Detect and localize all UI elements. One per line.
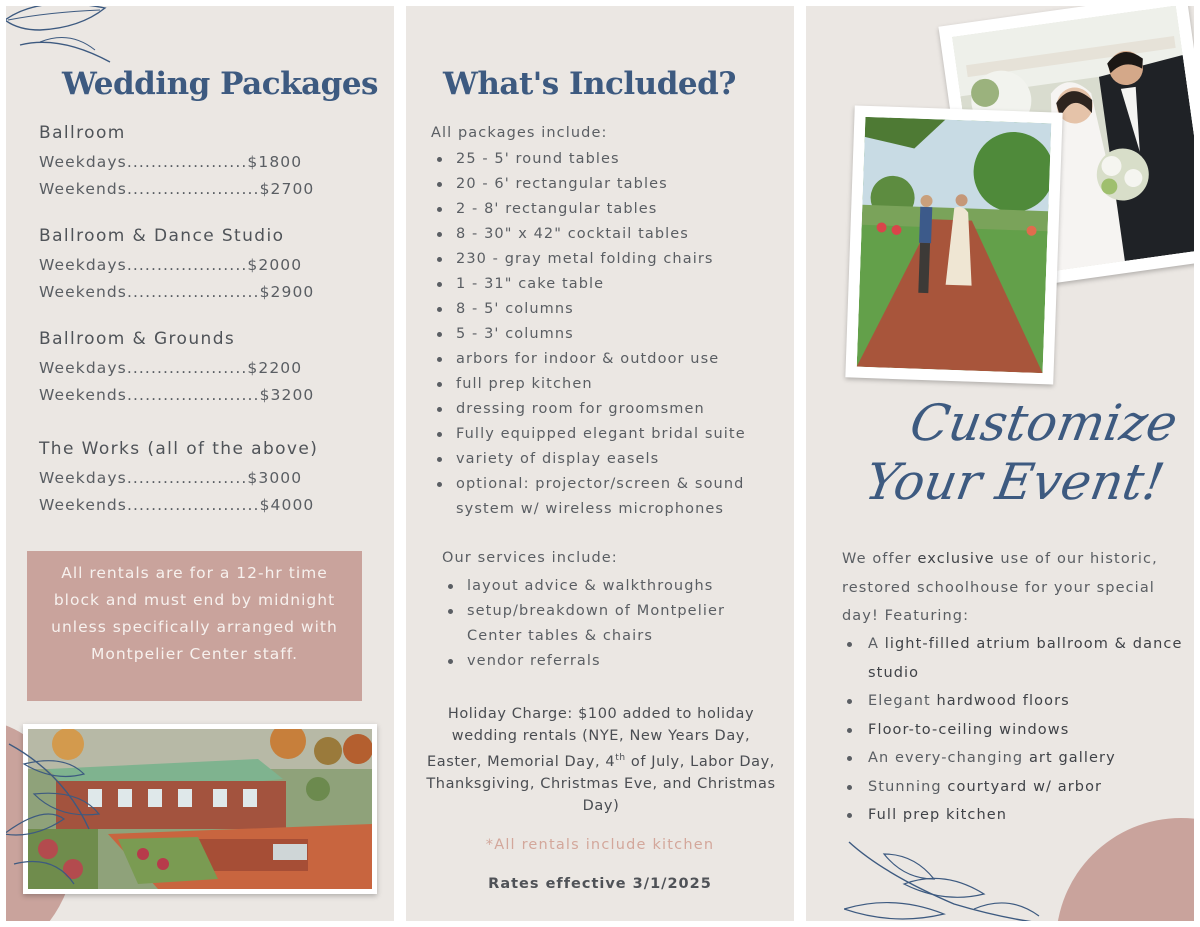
list-item: dressing room for groomsmen — [431, 397, 746, 422]
decorative-blob — [1056, 818, 1194, 921]
rental-time-notice: All rentals are for a 12-hr time block and must end by midnight unless specifically arranged with Montpelier Center staff. — [27, 551, 362, 701]
services-list — [442, 574, 725, 674]
list-item: layout advice & walkthroughs — [442, 574, 725, 599]
rates-effective-note: Rates effective 3/1/2025 — [488, 876, 712, 892]
package-weekends-price: Weekends......................$2700 — [39, 180, 315, 198]
package-weekends-price: Weekends......................$3200 — [39, 386, 315, 404]
list-item: Stunning courtyard w/ arbor — [842, 773, 1187, 802]
package-weekdays-price: Weekdays....................$2200 — [39, 359, 303, 377]
packages-title: Wedding Packages — [62, 66, 379, 102]
panel-packages — [6, 6, 394, 921]
leaf-branch-icon — [6, 6, 125, 70]
list-item: setup/breakdown of Montpelier — [442, 599, 725, 624]
package-weekdays-price: Weekdays....................$1800 — [39, 153, 303, 171]
package-weekdays-price: Weekdays....................$3000 — [39, 469, 303, 487]
panel-customize — [806, 6, 1194, 921]
package-the-works — [39, 437, 379, 519]
your-event-script-title: Your Event! — [860, 453, 1169, 511]
package-weekdays-price: Weekdays....................$2000 — [39, 256, 303, 274]
list-item-continued: system w/ wireless microphones — [456, 501, 725, 517]
list-item: Elegant hardwood floors — [842, 687, 1187, 716]
package-ballroom-dance-studio — [39, 224, 379, 306]
list-item: 1 - 31" cake table — [431, 272, 746, 297]
leaf-branch-icon — [844, 834, 1054, 921]
list-item: 20 - 6' rectangular tables — [431, 172, 746, 197]
list-item-continued: Center tables & chairs — [467, 628, 654, 644]
list-item: A light-filled atrium ballroom & dance studio — [842, 630, 1187, 687]
list-item: 2 - 8' rectangular tables — [431, 197, 746, 222]
list-item: vendor referrals — [442, 649, 725, 674]
package-name: Ballroom — [39, 123, 126, 143]
venue-intro: We offer exclusive use of our historic, restored schoolhouse for your special day! Featuring: — [842, 551, 1158, 624]
customize-script-title: Customize — [905, 394, 1182, 452]
list-item: Floor-to-ceiling windows — [842, 716, 1187, 745]
package-weekends-price: Weekends......................$4000 — [39, 496, 315, 514]
leaf-branch-icon — [6, 734, 124, 904]
list-item: 25 - 5' round tables — [431, 147, 746, 172]
list-item: 8 - 5' columns — [431, 297, 746, 322]
list-item: Fully equipped elegant bridal suite — [431, 422, 746, 447]
features-list — [842, 630, 1187, 830]
list-item: full prep kitchen — [431, 372, 746, 397]
couple-walking-photo — [845, 105, 1062, 384]
included-list — [431, 147, 746, 522]
package-name: Ballroom & Grounds — [39, 329, 236, 349]
services-intro: Our services include: — [442, 550, 618, 566]
list-item: Full prep kitchen — [842, 801, 1187, 830]
package-name: The Works (all of the above) — [39, 439, 319, 459]
list-item: 5 - 3' columns — [431, 322, 746, 347]
package-name: Ballroom & Dance Studio — [39, 226, 285, 246]
holiday-charge-note: Holiday Charge: $100 added to holiday wedding rentals (NYE, New Years Day, Easter, Memorial Day, 4th of July, Labor Day, Thanksgiving, Christmas Eve, and Christmas Day) — [426, 706, 776, 814]
kitchen-note: *All rentals include kitchen — [485, 837, 715, 853]
package-weekends-price: Weekends......................$2900 — [39, 283, 315, 301]
packages-intro: All packages include: — [431, 125, 608, 141]
list-item: 230 - gray metal folding chairs — [431, 247, 746, 272]
included-title: What's Included? — [443, 66, 736, 102]
list-item: optional: projector/screen & sound — [431, 472, 746, 497]
panel-included — [406, 6, 794, 921]
list-item: variety of display easels — [431, 447, 746, 472]
list-item: An every-changing art gallery — [842, 744, 1187, 773]
package-ballroom — [39, 121, 379, 203]
list-item: arbors for indoor & outdoor use — [431, 347, 746, 372]
list-item: 8 - 30" x 42" cocktail tables — [431, 222, 746, 247]
package-ballroom-grounds — [39, 327, 379, 409]
